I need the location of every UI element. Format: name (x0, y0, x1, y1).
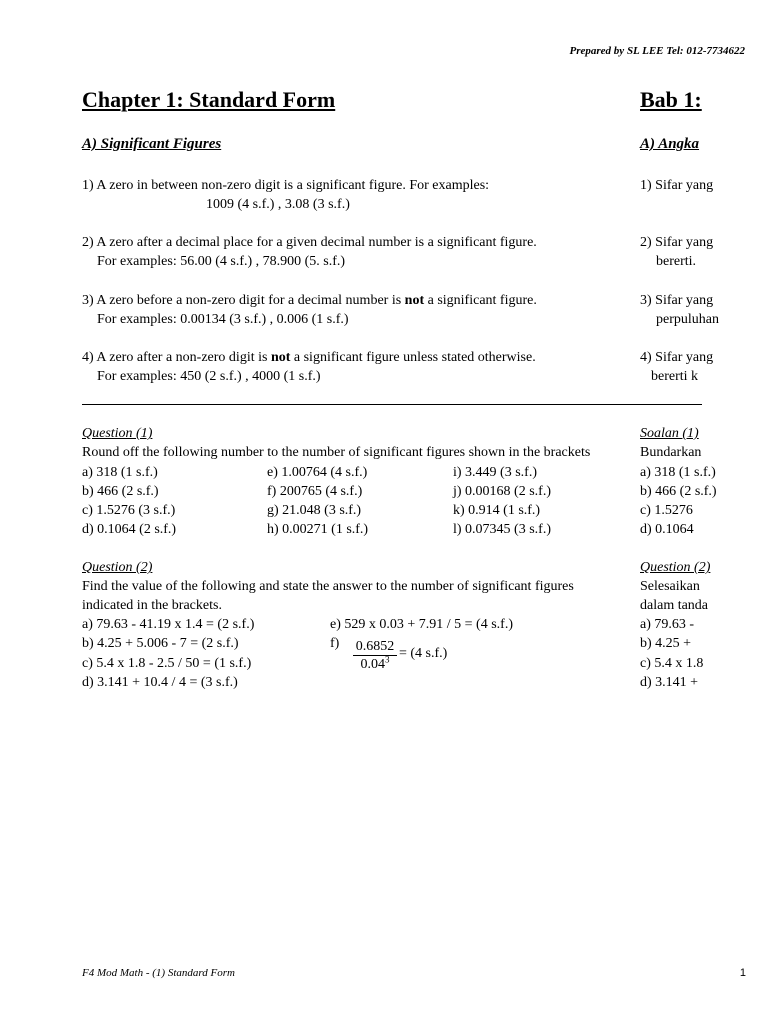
malay-chapter-title: Bab 1: (640, 87, 702, 112)
q1-item-h: h) 0.00271 (1 s.f.) (267, 522, 369, 537)
q1-item-f: f) 200765 (4 s.f.) (267, 484, 363, 499)
fraction-denominator: 0.04$^3$ (360, 654, 390, 672)
malay-question-1-instruction: Bundarkan (640, 445, 702, 460)
question-1-instruction: Round off the following number to the number of significant figures shown in the brackets (82, 445, 591, 460)
section-title: A) Significant Figures (82, 136, 222, 152)
q1-item-d: d) 0.1064 (2 s.f.) (82, 522, 177, 537)
malay-rule-1-line1: 1) Sifar yang (640, 178, 714, 193)
q1-item-l: l) 0.07345 (3 s.f.) (453, 522, 551, 537)
rule-1-line1: 1) A zero in between non-zero digit is a significant figure. For examples: (82, 178, 490, 193)
q1-item-a: a) 318 (1 s.f.) (82, 465, 158, 480)
rule-3-line2: For examples: 0.00134 (3 s.f.) , 0.006 (1 s.f.) (97, 312, 349, 327)
malay-rule-2-line2: bererti. (656, 254, 697, 269)
prepared-by: Prepared by SL LEE Tel: 012-7734622 (569, 45, 745, 57)
malay-q2-item-c: c) 5.4 x 1.8 (640, 656, 704, 671)
malay-section-title: A) Angka (640, 136, 700, 152)
q1-item-b: b) 466 (2 s.f.) (82, 484, 159, 499)
footer-text: F4 Mod Math - (1) Standard Form (82, 967, 235, 979)
q2-item-f-label: f) (330, 636, 340, 651)
malay-question-2-instruction-1: Selesaikan (640, 579, 700, 594)
rule-2-line1: 2) A zero after a decimal place for a given decimal number is a significant figure. (82, 235, 537, 250)
rule-3-line1: 3) A zero before a non-zero digit for a decimal number is not a significant figure. (82, 293, 537, 308)
malay-q1-item-b: b) 466 (2 s.f.) (640, 484, 717, 499)
rule-4-line1: 4) A zero after a non-zero digit is not a significant figure unless stated otherwise. (82, 350, 536, 365)
q2-item-f-fraction (353, 638, 397, 673)
q2-item-b: b) 4.25 + 5.006 - 7 = (2 s.f.) (82, 636, 239, 651)
fraction-exponent: 3 (385, 654, 390, 665)
malay-q2-item-b: b) 4.25 + (640, 636, 692, 651)
malay-question-1-heading: Soalan (1) (640, 426, 699, 441)
chapter-title: Chapter 1: Standard Form (82, 87, 336, 112)
q2-item-e: e) 529 x 0.03 + 7.91 / 5 = (4 s.f.) (330, 617, 513, 632)
rule-1-line2: 1009 (4 s.f.) , 3.08 (3 s.f.) (206, 197, 350, 212)
malay-rule-4-line1: 4) Sifar yang (640, 350, 714, 365)
q2-item-f-suffix: = (4 s.f.) (399, 646, 448, 661)
malay-question-2-instruction-2: dalam tanda (640, 598, 709, 613)
rule-2-line2: For examples: 56.00 (4 s.f.) , 78.900 (5. s.f.) (97, 254, 346, 269)
malay-rule-3-line1: 3) Sifar yang (640, 293, 714, 308)
question-2-heading: Question (2) (82, 560, 153, 575)
question-1-heading: Question (1) (82, 426, 153, 441)
divider (82, 404, 702, 405)
fraction-numerator: 0.6852 (353, 638, 397, 656)
q1-item-g: g) 21.048 (3 s.f.) (267, 503, 362, 518)
malay-q1-item-a: a) 318 (1 s.f.) (640, 465, 716, 480)
malay-column-clipped (640, 0, 719, 1024)
q1-item-i: i) 3.449 (3 s.f.) (453, 465, 537, 480)
malay-question-2-heading: Question (2) (640, 560, 711, 575)
malay-q1-item-d: d) 0.1064 (640, 522, 694, 537)
malay-q2-item-d: d) 3.141 + (640, 675, 699, 690)
rule-4-line2: For examples: 450 (2 s.f.) , 4000 (1 s.f.) (97, 369, 321, 384)
malay-q1-item-c: c) 1.5276 (640, 503, 693, 518)
malay-rule-3-line2: perpuluhan (656, 312, 719, 327)
q2-item-a: a) 79.63 - 41.19 x 1.4 = (2 s.f.) (82, 617, 255, 632)
q2-item-d: d) 3.141 + 10.4 / 4 = (3 s.f.) (82, 675, 238, 690)
q1-item-e: e) 1.00764 (4 s.f.) (267, 465, 368, 480)
q1-item-c: c) 1.5276 (3 s.f.) (82, 503, 176, 518)
question-2-instruction-1: Find the value of the following and state the answer to the number of significant figures (82, 579, 574, 594)
page-number: 1 (739, 967, 746, 979)
malay-rule-4-line2: bererti k (651, 369, 699, 384)
q2-item-c: c) 5.4 x 1.8 - 2.5 / 50 = (1 s.f.) (82, 656, 252, 671)
question-2-instruction-2: indicated in the brackets. (82, 598, 222, 613)
malay-rule-2-line1: 2) Sifar yang (640, 235, 714, 250)
q1-item-j: j) 0.00168 (2 s.f.) (453, 484, 551, 499)
q1-item-k: k) 0.914 (1 s.f.) (453, 503, 541, 518)
malay-q2-item-a: a) 79.63 - (640, 617, 695, 632)
